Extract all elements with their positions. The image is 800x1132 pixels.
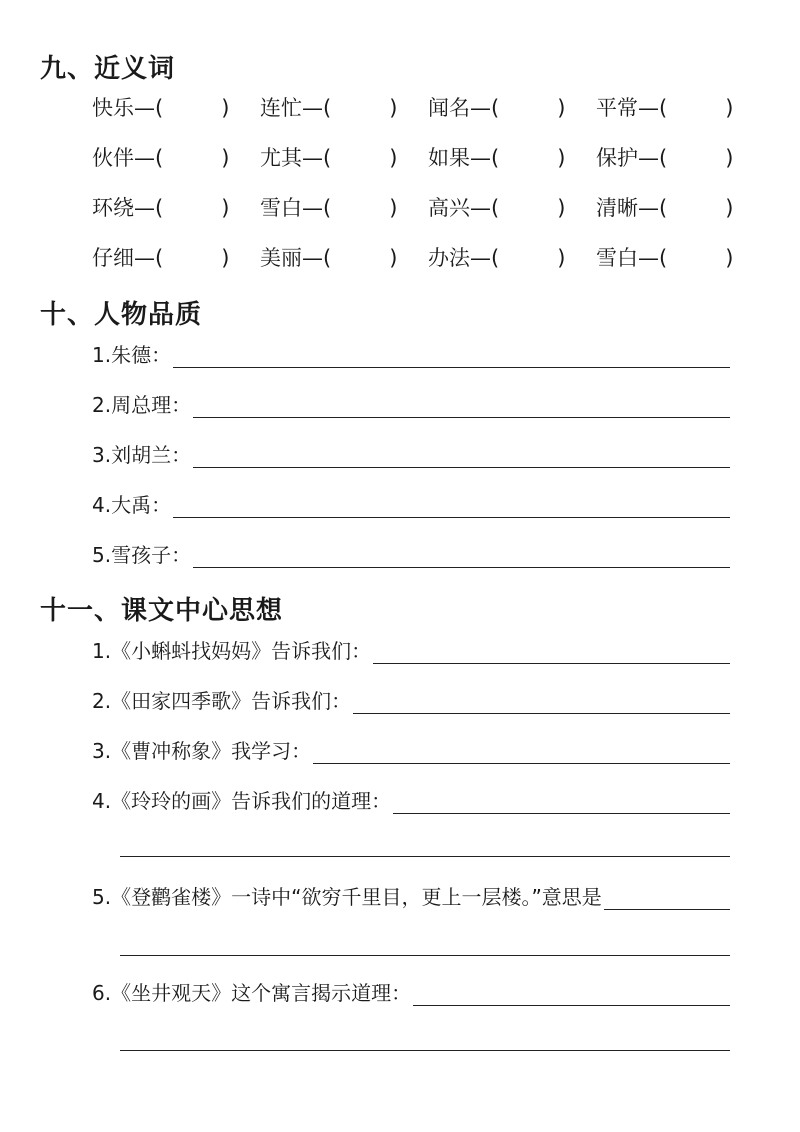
synonym-item [596, 142, 733, 172]
synonym-item [260, 92, 397, 122]
question-label: 2.《田家四季歌》告诉我们： [92, 689, 352, 713]
synonym-item [596, 242, 733, 272]
central-idea-item [92, 684, 730, 714]
answer-line[interactable] [604, 889, 730, 910]
synonym-item [92, 142, 229, 172]
synonym-word: 连忙—( [260, 96, 332, 120]
synonym-row [92, 242, 752, 274]
synonym-word: 美丽—( [260, 246, 332, 270]
question-label: 4.《玲玲的画》告诉我们的道理： [92, 789, 392, 813]
answer-line[interactable] [193, 447, 730, 468]
question-label: 1.《小蝌蚪找妈妈》告诉我们： [92, 639, 372, 663]
close-paren: ) [725, 146, 734, 170]
close-paren: ) [389, 146, 398, 170]
central-idea-item [92, 784, 730, 814]
close-paren: ) [221, 146, 230, 170]
answer-line[interactable] [120, 1050, 730, 1051]
character-item [92, 488, 730, 518]
section-title-synonyms: 九、近义词 [40, 54, 176, 84]
synonym-item [596, 92, 733, 122]
central-idea-item [92, 880, 730, 910]
answer-line[interactable] [193, 547, 730, 568]
synonym-word: 高兴—( [428, 196, 500, 220]
synonym-item [92, 192, 229, 222]
question-label: 3.刘胡兰： [92, 443, 192, 467]
section-title-central-idea: 十一、课文中心思想 [40, 596, 284, 626]
close-paren: ) [557, 96, 566, 120]
synonym-word: 办法—( [428, 246, 500, 270]
question-label: 6.《坐井观天》这个寓言揭示道理： [92, 981, 412, 1005]
synonym-word: 保护—( [596, 146, 668, 170]
synonym-word: 清晰—( [596, 196, 668, 220]
close-paren: ) [389, 246, 398, 270]
answer-line[interactable] [120, 955, 730, 956]
synonym-word: 快乐—( [92, 96, 164, 120]
synonym-row [92, 142, 752, 174]
synonym-word: 雪白—( [596, 246, 668, 270]
answer-line[interactable] [173, 347, 730, 368]
synonym-word: 尤其—( [260, 146, 332, 170]
close-paren: ) [557, 246, 566, 270]
synonym-word: 闻名—( [428, 96, 500, 120]
synonym-item [260, 242, 397, 272]
character-item [92, 538, 730, 568]
answer-line[interactable] [373, 643, 730, 664]
synonym-item [596, 192, 733, 222]
close-paren: ) [557, 196, 566, 220]
central-idea-item [92, 634, 730, 664]
character-item [92, 388, 730, 418]
question-label: 3.《曹冲称象》我学习： [92, 739, 312, 763]
synonym-item [260, 192, 397, 222]
synonym-item [92, 92, 229, 122]
section-title-character: 十、人物品质 [40, 300, 203, 330]
question-label: 5.《登鹳雀楼》一诗中“欲穷千里目，更上一层楼。”意思是 [92, 885, 602, 909]
question-label: 5.雪孩子： [92, 543, 192, 567]
close-paren: ) [725, 246, 734, 270]
answer-line[interactable] [413, 985, 730, 1006]
synonym-word: 伙伴—( [92, 146, 164, 170]
synonym-word: 仔细—( [92, 246, 164, 270]
central-idea-item [92, 976, 730, 1006]
question-label: 4.大禹： [92, 493, 172, 517]
synonym-row [92, 92, 752, 124]
synonym-word: 如果—( [428, 146, 500, 170]
answer-line[interactable] [193, 397, 730, 418]
close-paren: ) [389, 196, 398, 220]
answer-line[interactable] [353, 693, 730, 714]
central-idea-item [92, 734, 730, 764]
answer-line[interactable] [313, 743, 730, 764]
close-paren: ) [557, 146, 566, 170]
synonym-item [428, 242, 565, 272]
question-label: 1.朱德： [92, 343, 172, 367]
close-paren: ) [221, 246, 230, 270]
synonym-word: 平常—( [596, 96, 668, 120]
synonym-word: 雪白—( [260, 196, 332, 220]
close-paren: ) [221, 196, 230, 220]
synonym-row [92, 192, 752, 224]
synonym-word: 环绕—( [92, 196, 164, 220]
synonym-item [428, 92, 565, 122]
answer-line[interactable] [120, 856, 730, 857]
character-item [92, 338, 730, 368]
answer-line[interactable] [173, 497, 730, 518]
synonym-item [428, 142, 565, 172]
synonym-item [260, 142, 397, 172]
close-paren: ) [221, 96, 230, 120]
question-label: 2.周总理： [92, 393, 192, 417]
synonym-item [428, 192, 565, 222]
character-item [92, 438, 730, 468]
answer-line[interactable] [393, 793, 730, 814]
close-paren: ) [389, 96, 398, 120]
close-paren: ) [725, 196, 734, 220]
synonym-item [92, 242, 229, 272]
close-paren: ) [725, 96, 734, 120]
